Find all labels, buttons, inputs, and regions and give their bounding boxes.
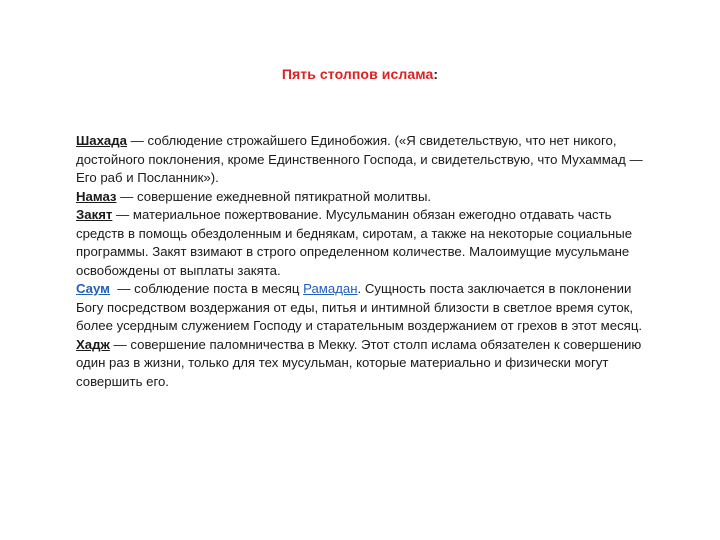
pillar-zakat bbox=[76, 206, 660, 280]
pillar-term-hajj: Хадж bbox=[76, 336, 110, 352]
pillar-description-saum-before: — соблюдение поста в месяц bbox=[109, 281, 304, 296]
pillar-description-shahada: — соблюдение строжайшего Единобожия. («Я свидетельствую, что нет никого, достойного поклонения, кроме Единственного Господа, и свидетельствую, что Мухаммад — Его раб и Посланник»). bbox=[76, 133, 643, 185]
pillar-description-zakat: — материальное пожертвование. Мусульманин обязан ежегодно отдавать часть средств в помощь обездоленным и беднякам, сиротам, а также на некоторые социальные программы. Закят взимают в строго определенном количестве. Малоимущие мусульмане освобождены от выплаты закята. bbox=[76, 207, 633, 278]
title-text: Пять столпов ислама bbox=[281, 66, 434, 82]
pillar-namaz bbox=[76, 188, 660, 207]
pillar-description-namaz: — совершение ежедневной пятикратной молитвы. bbox=[116, 188, 432, 204]
pillar-term-saum-link[interactable]: Саум bbox=[76, 281, 110, 296]
pillar-shahada bbox=[76, 132, 660, 188]
pillars-text bbox=[76, 132, 660, 391]
pillar-term-namaz: Намаз bbox=[76, 188, 117, 204]
pillar-description-saum-after: . Сущность поста заключается в поклонении Богу посредством воздержания от еды, питья и интимной близости в светлое время суток, более усердным служением Господу и старательным воздержанием от грехов в этот месяц. bbox=[76, 281, 643, 333]
slide-title bbox=[0, 66, 720, 82]
pillar-saum bbox=[76, 280, 660, 336]
pillar-description-hajj: — совершение паломничества в Мекку. Этот столп ислама обязателен к совершению один раз в жизни, только для тех мусульман, которые материально и физически могут совершить его. bbox=[76, 336, 642, 389]
title-colon: : bbox=[433, 66, 439, 82]
pillar-term-shahada: Шахада bbox=[76, 133, 127, 148]
pillar-hajj bbox=[76, 336, 660, 392]
pillar-term-zakat: Закят bbox=[76, 207, 113, 222]
ramadan-link[interactable]: Рамадан bbox=[303, 281, 358, 296]
